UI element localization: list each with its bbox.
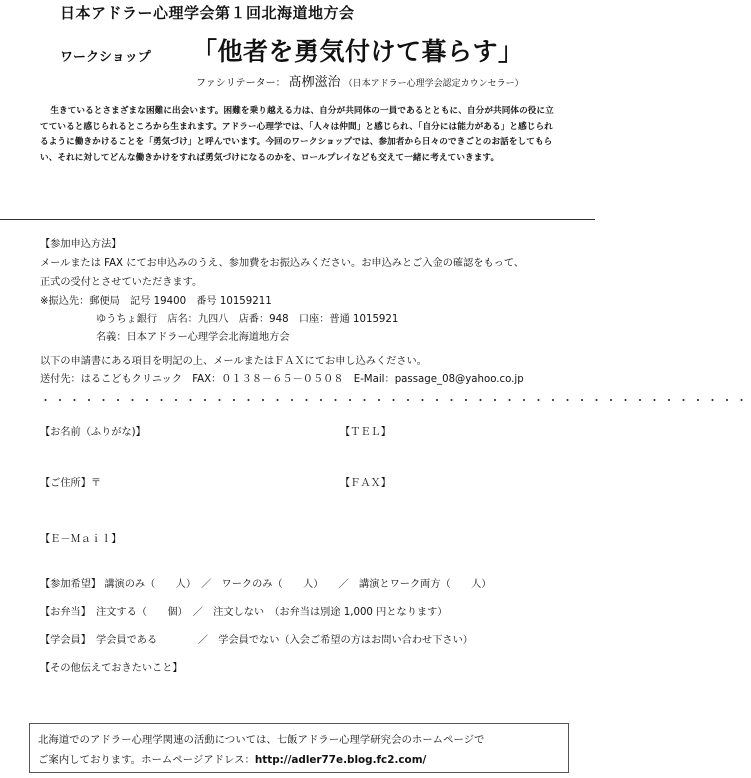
notes-field-label: 【その他伝えておきたいこと】 [40,663,183,674]
email-field-label: 【Ｅ－Ｍａｉｌ】 [40,534,122,545]
application-instruction: 以下の申請書にある項目を明記の上、メールまたはＦＡＸにてお申し込みください。 [40,356,427,367]
section-divider [0,219,595,220]
application-heading: 【参加申込方法】 [40,239,122,250]
footer-line-2 [38,751,426,766]
participation-field-label: 【参加希望】 講演のみ（ 人） ／ ワークのみ（ 人） ／ 講演とワーク両方（ 人） [40,579,492,590]
tel-field-label: 【ＴＥＬ】 [340,427,391,438]
facilitator-label: ファシリテーター： [196,78,286,89]
transfer-info-3: 名義：日本アドラー心理学会北海道地方会 [96,332,290,343]
fax-field-label: 【ＦＡＸ】 [340,478,391,489]
organization-title: 日本アドラー心理学会第１回北海道地方会 [60,4,355,22]
transfer-info-1: ※振込先：郵便局 記号 19400 番号 10159211 [40,296,272,307]
facilitator-line [196,71,524,90]
name-field-label: 【お名前（ふりがな)】 [40,427,146,438]
address-field-label: 【ご住所】〒 [40,478,102,489]
application-line-1: メールまたは FAX にてお申込みのうえ、参加費をお振込みください。お申込みとご入金の確認をもって、 [40,258,524,269]
homepage-url: http://adler77e.blog.fc2.com/ [254,754,427,766]
workshop-label: ワークショップ [60,50,151,65]
member-field-label: 【学会員】 学会員である ／ 学会員でない（入会ご希望の方はお問い合わせ下さい） [40,635,473,646]
dotted-separator: ・・・・・・・・・・・・・・・・・・・・・・・・・・・・・・・・・・・・・・・・・・・・・・・・・ [40,394,751,407]
lunch-field-label: 【お弁当】 注文する（ 個） ／ 注文しない （お弁当は別途 1,000 円となります） [40,607,448,618]
workshop-title: 「他者を勇気付けて暮らす」 [192,37,524,66]
intro-paragraph: 生きているとさまざまな困難に出会います。困難を乗り越える力は、自分が共同体の一員であるとともに、自分が共同体の役に立てていると感じられるところから生まれます。アドラー心理学では、「人々は仲間」と感じられ、「自分には能力がある」と感じられるように働きかけることを「勇気づけ」と呼んでいます。今回のワークショップでは、参加者から日々のできごとのお話をしてもらい、それに対してどんな働きかけをすれば勇気づけになるのかを、ロールプレイなども交えて一緒に考えていきます。 [40,106,554,163]
facilitator-name: 髙栁滋治 [288,75,341,90]
footer-line-1: 北海道でのアドラー心理学関連の活動については、七飯アドラー心理学研究会のホームページで [38,734,485,746]
transfer-info-2: ゆうちょ銀行 店名：九四八 店番：948 口座：普通 1015921 [96,314,399,325]
facilitator-credential: （日本アドラー心理学会認定カウンセラー） [343,79,524,89]
application-line-2: 正式の受付とさせていただきます。 [40,277,203,288]
footer-info-box [29,723,569,773]
footer-line-2-prefix: ご案内しております。ホームページアドレス： [38,754,255,766]
send-to-line: 送付先：はるこどもクリニック FAX：０１３８－６５－０５０８ E-Mail：passage_08@yahoo.co.jp [40,374,524,385]
